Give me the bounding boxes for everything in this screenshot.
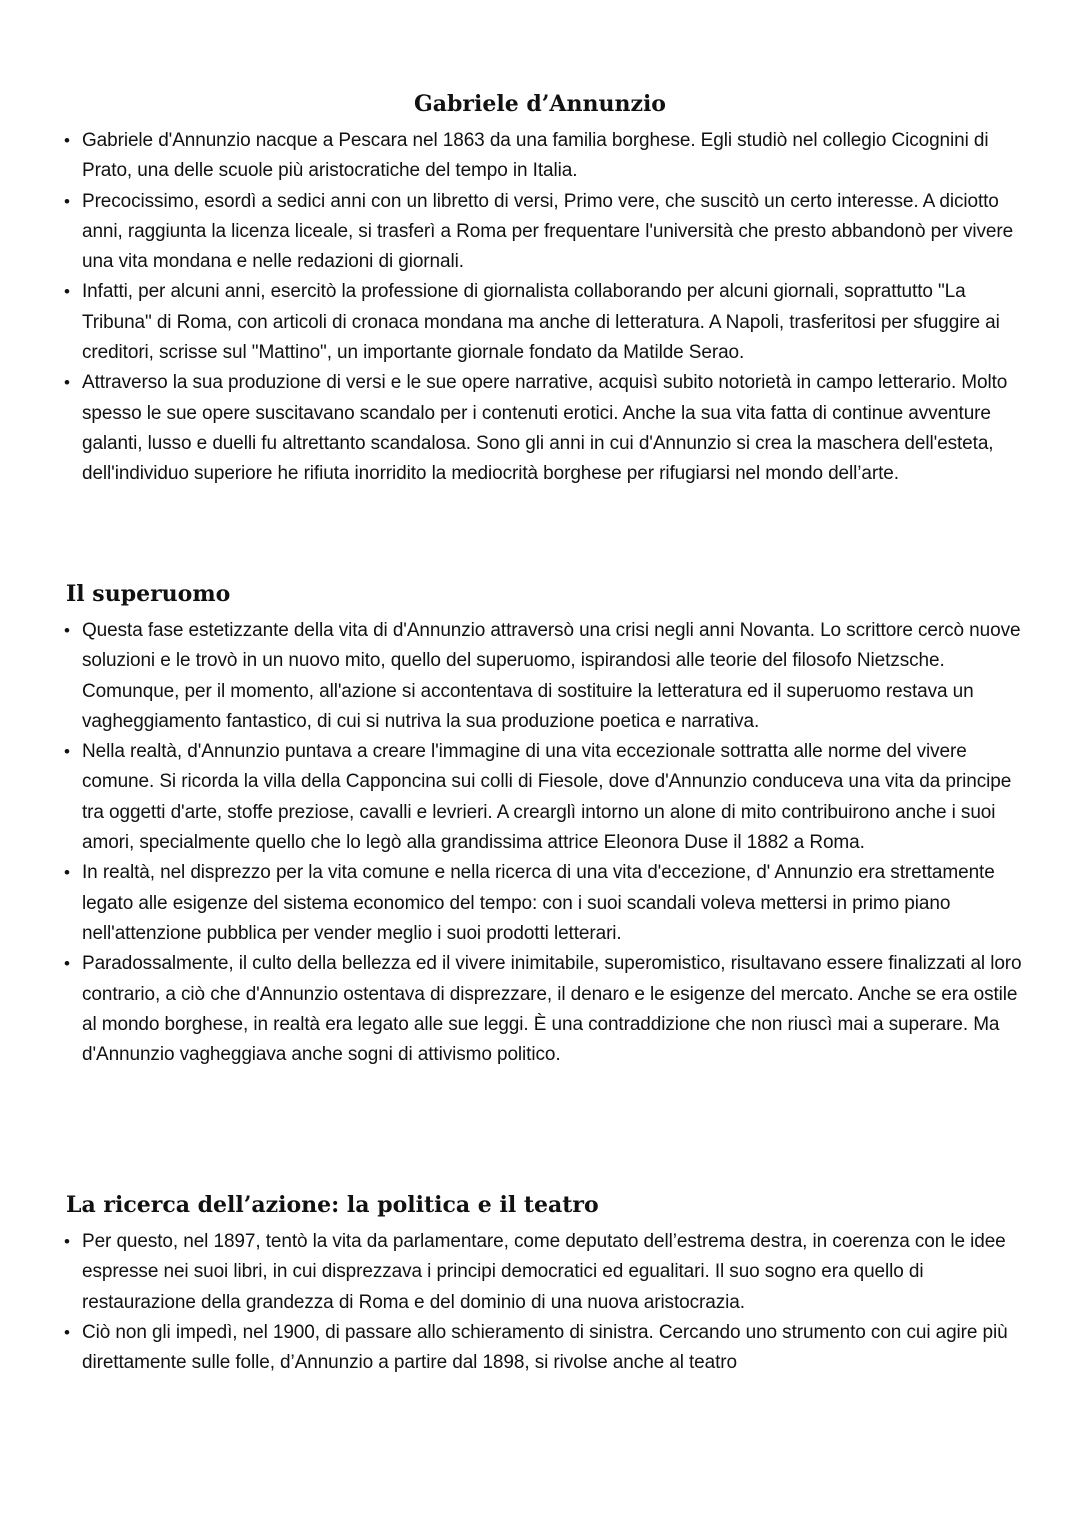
section-intro xyxy=(64,126,1024,490)
list-item: • In realtà, nel disprezzo per la vita comune e nella ricerca di una vita d'eccezione, d' Annunzio era strettamente legato alle esigenze del sistema economico del tempo: con i suoi scandali voleva mettersi in primo piano nell'attenzione pubblica per vender meglio i suoi prodotti letterari. xyxy=(64,858,1024,949)
list-item: • Infatti, per alcuni anni, esercitò la professione di giornalista collaborando per alcuni giornali, soprattutto "La Tribuna" di Roma, con articoli di cronaca mondana ma anche di letteratura. A Napoli, trasferitosi per sfuggire ai creditori, scrisse sul "Mattino", un importante giornale fondato da Matilde Serao. xyxy=(64,277,1024,368)
section-heading: La ricerca dell’azione: la politica e il teatro xyxy=(66,1192,599,1218)
page-title: Gabriele d’Annunzio xyxy=(413,91,666,117)
list-item: • Questa fase estetizzante della vita di d'Annunzio attraversò una crisi negli anni Novanta. Lo scrittore cercò nuove soluzioni e le trovò in un nuovo mito, quello del superuomo, ispirandosi alle teorie del filosofo Nietzsche. Comunque, per il momento, all'azione si accontentava di sostituire la letteratura ed il superuomo restava un vagheggiamento fantastico, di cui si nutriva la sua produzione poetica e narrativa. xyxy=(64,616,1024,737)
section-azione xyxy=(64,1187,1024,1378)
list-item: • Precocissimo, esordì a sedici anni con un libretto di versi, Primo vere, che suscitò un certo interesse. A diciotto anni, raggiunta la licenza liceale, si trasferì a Roma per frequentare l'università che presto abbandonò per vivere una vita mondana e nelle redazioni di giornali. xyxy=(64,187,1024,278)
list-item: • Per questo, nel 1897, tentò la vita da parlamentare, come deputato dell’estrema destra, in coerenza con le idee espresse nei suoi libri, in cui disprezzava i principi democratici ed egualitari. Il suo sogno era quello di restaurazione della grandezza di Roma e del dominio di una nuova aristocrazia. xyxy=(64,1227,1024,1318)
list-item: • Paradossalmente, il culto della bellezza ed il vivere inimitabile, superomistico, risultavano essere finalizzati al loro contrario, a ciò che d'Annunzio ostentava di disprezzare, il denaro e le esigenze del mercato. Anche se era ostile al mondo borghese, in realtà era legato alle sue leggi. È una contraddizione che non riuscì mai a superare. Ma d'Annunzio vagheggiava anche sogni di attivismo politico. xyxy=(64,949,1024,1070)
list-item: • Gabriele d'Annunzio nacque a Pescara nel 1863 da una familia borghese. Egli studiò nel collegio Cicognini di Prato, una delle scuole più aristocratiche del tempo in Italia. xyxy=(64,126,1024,187)
bullet-list xyxy=(64,1227,1024,1378)
list-item: • Ciò non gli impedì, nel 1900, di passare allo schieramento di sinistra. Cercando uno strumento con cui agire più direttamente sulle folle, d’Annunzio a partire dal 1898, si rivolse anche al teatro xyxy=(64,1318,1024,1379)
list-item: • Attraverso la sua produzione di versi e le sue opere narrative, acquisì subito notorietà in campo letterario. Molto spesso le sue opere suscitavano scandalo per i contenuti erotici. Anche la sua vita fatta di continue avventure galanti, lusso e duelli fu altrettanto scandalosa. Sono gli anni in cui d'Annunzio si crea la maschera dell'esteta, dell'individuo superiore he rifiuta inorridito la mediocrità borghese per rifugiarsi nel mondo dell’arte. xyxy=(64,368,1024,489)
section-heading: Il superuomo xyxy=(66,581,231,607)
list-item: • Nella realtà, d'Annunzio puntava a creare l'immagine di una vita eccezionale sottratta alle norme del vivere comune. Si ricorda la villa della Capponcina sui colli di Fiesole, dove d'Annunzio conduceva una vita da principe tra oggetti d'arte, stoffe preziose, cavalli e levrieri. A crearglì intorno un alone di mito contribuirono anche i suoi amori, specialmente quello che lo legò alla grandissima attrice Eleonora Duse il 1882 a Roma. xyxy=(64,737,1024,858)
bullet-list xyxy=(64,126,1024,490)
section-superuomo xyxy=(64,576,1024,1070)
bullet-list xyxy=(64,616,1024,1070)
